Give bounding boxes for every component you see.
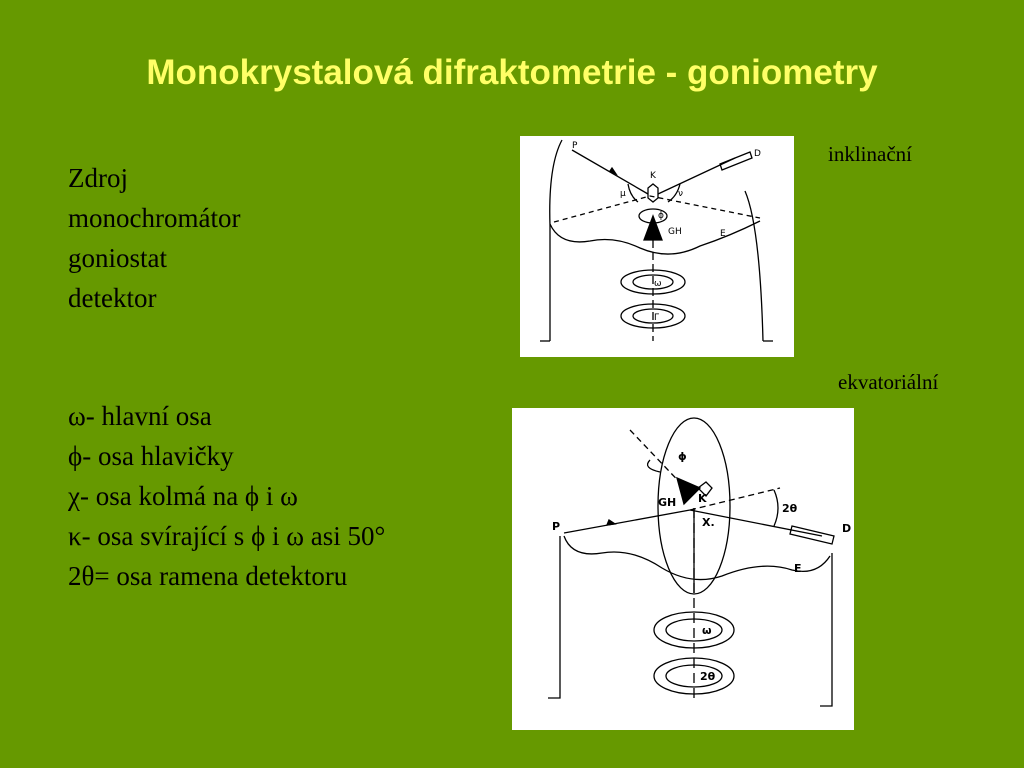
- label-k: K: [650, 171, 656, 181]
- label-k: K: [698, 492, 707, 505]
- label-p: P: [572, 141, 578, 151]
- caption-inclination: inklinační: [828, 142, 912, 166]
- label-p: P: [552, 520, 561, 533]
- caption-equatorial: ekvatoriální: [838, 370, 939, 394]
- axis-item: ω- hlavní osa: [68, 401, 212, 431]
- label-e: E: [720, 229, 726, 239]
- equatorial-goniometer-figure: [512, 408, 854, 730]
- label-2theta: 2θ: [782, 502, 798, 515]
- label-phi: ϕ: [678, 450, 687, 463]
- component-item: Zdroj: [68, 163, 128, 193]
- label-chi: X.: [702, 516, 715, 529]
- slide-title: Monokrystalová difraktometrie - goniometry: [146, 53, 878, 92]
- label-mu: μ: [620, 189, 626, 199]
- component-item: goniostat: [68, 243, 167, 273]
- label-omega: ω: [702, 624, 712, 637]
- label-gh: GH: [668, 227, 682, 237]
- label-nu: ν: [678, 189, 684, 199]
- label-gh: GH: [658, 496, 677, 509]
- label-e: E: [794, 562, 802, 575]
- inclination-goniometer-figure: [520, 136, 794, 357]
- axis-item: 2θ= osa ramena detektoru: [68, 561, 348, 591]
- label-d: D: [842, 522, 852, 535]
- component-item: detektor: [68, 283, 157, 313]
- component-list: [68, 158, 240, 318]
- axis-item: χ- osa kolmá na ϕ i ω: [68, 481, 298, 511]
- label-2theta-disc: 2θ: [700, 670, 716, 683]
- axis-item: κ- osa svírající s ϕ i ω asi 50°: [68, 521, 386, 551]
- axes-list: [68, 396, 385, 596]
- label-d: D: [754, 149, 761, 159]
- label-gamma: Γ: [654, 313, 660, 323]
- label-omega: ω: [654, 279, 662, 289]
- label-phi: ϕ: [658, 211, 664, 221]
- axis-item: ϕ- osa hlavičky: [68, 441, 234, 471]
- component-item: monochromátor: [68, 203, 241, 233]
